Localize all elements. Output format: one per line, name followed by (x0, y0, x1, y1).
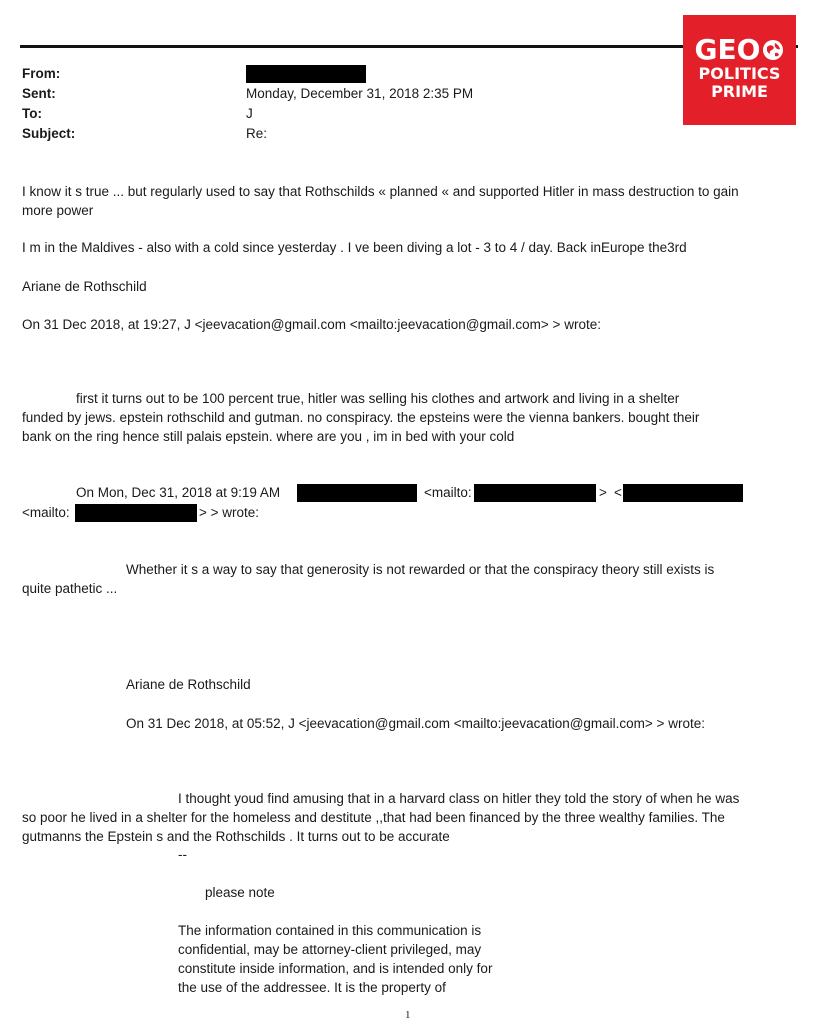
header-rule (20, 45, 798, 48)
quote-1-header: On 31 Dec 2018, at 19:27, J <jeevacation@gmail.com <mailto:jeevacation@gmail.com> > wrote: (22, 317, 601, 332)
geopolitics-prime-logo (683, 15, 796, 125)
logo-line-3: PRIME (711, 82, 768, 101)
quote-2-mailto: <mailto: (424, 485, 472, 500)
quote-2-redaction-3 (623, 484, 743, 502)
subject-value: Re: (246, 126, 268, 141)
body-paragraph-2: I m in the Maldives - also with a cold since yesterday . I ve been diving a lot - 3 to 4 / day. Back inEurope the3rd (22, 240, 687, 255)
quote-2-mailto-line-2: <mailto: (22, 505, 70, 520)
quote-1-line-1: first it turns out to be 100 percent true, hitler was selling his clothes and artwork and living in a shelter (76, 391, 680, 406)
quote-2-line-2: quite pathetic ... (22, 581, 118, 596)
signature-dashes: -- (178, 847, 187, 862)
disclaimer-line-4: the use of the addressee. It is the property of (178, 980, 446, 995)
quote-2-on-date: On Mon, Dec 31, 2018 at 9:19 AM (76, 485, 281, 500)
subject-label: Subject: (22, 126, 76, 141)
quote-1-line-2: funded by jews. epstein rothschild and gutman. no conspiracy. the epsteins were the vienna bankers. bought their (22, 410, 700, 425)
body-paragraph-1-line-2: more power (22, 203, 94, 218)
signature-1: Ariane de Rothschild (22, 279, 147, 294)
logo-line-1 (683, 35, 796, 65)
please-note: please note (205, 885, 275, 900)
page-number: 1 (405, 1009, 411, 1021)
logo-line-2: POLITICS (698, 64, 781, 83)
quote-2-line-1: Whether it s a way to say that generosity is not rewarded or that the conspiracy theory still exists is (126, 562, 715, 577)
sent-value: Monday, December 31, 2018 2:35 PM (246, 86, 474, 101)
quote-3-line-1: I thought youd find amusing that in a harvard class on hitler they told the story of when he was (178, 791, 740, 806)
from-label: From: (22, 66, 61, 81)
body-paragraph-1-line-1: I know it s true ... but regularly used to say that Rothschilds « planned « and supported Hitler in mass destruction to gain (22, 184, 739, 199)
logo-geo-text: GEO (694, 33, 761, 66)
quote-2-gt: > (599, 485, 607, 500)
signature-2: Ariane de Rothschild (126, 677, 251, 692)
quote-2-redaction-1 (297, 484, 417, 502)
quote-2-lt: < (614, 485, 622, 500)
globe-icon (762, 39, 784, 61)
disclaimer-line-2: confidential, may be attorney-client privileged, may (178, 942, 482, 957)
quote-1-line-3: bank on the ring hence still palais epstein. where are you , im in bed with your cold (22, 429, 515, 444)
to-label: To: (22, 106, 42, 121)
quote-2-redaction-4 (75, 504, 197, 522)
quote-3-line-2: so poor he lived in a shelter for the homeless and destitute ,,that had been financed by the three wealthy families. The (22, 810, 725, 825)
to-value: J (246, 106, 253, 121)
quote-3-header: On 31 Dec 2018, at 05:52, J <jeevacation@gmail.com <mailto:jeevacation@gmail.com> > wrote: (126, 716, 705, 731)
disclaimer-line-1: The information contained in this communication is (178, 923, 482, 938)
sent-label: Sent: (22, 86, 56, 101)
quote-3-line-3: gutmanns the Epstein s and the Rothschilds . It turns out to be accurate (22, 829, 450, 844)
from-redaction (246, 65, 366, 83)
quote-2-redaction-2 (474, 484, 596, 502)
disclaimer-line-3: constitute inside information, and is intended only for (178, 961, 493, 976)
quote-2-wrote: > > wrote: (199, 505, 260, 520)
